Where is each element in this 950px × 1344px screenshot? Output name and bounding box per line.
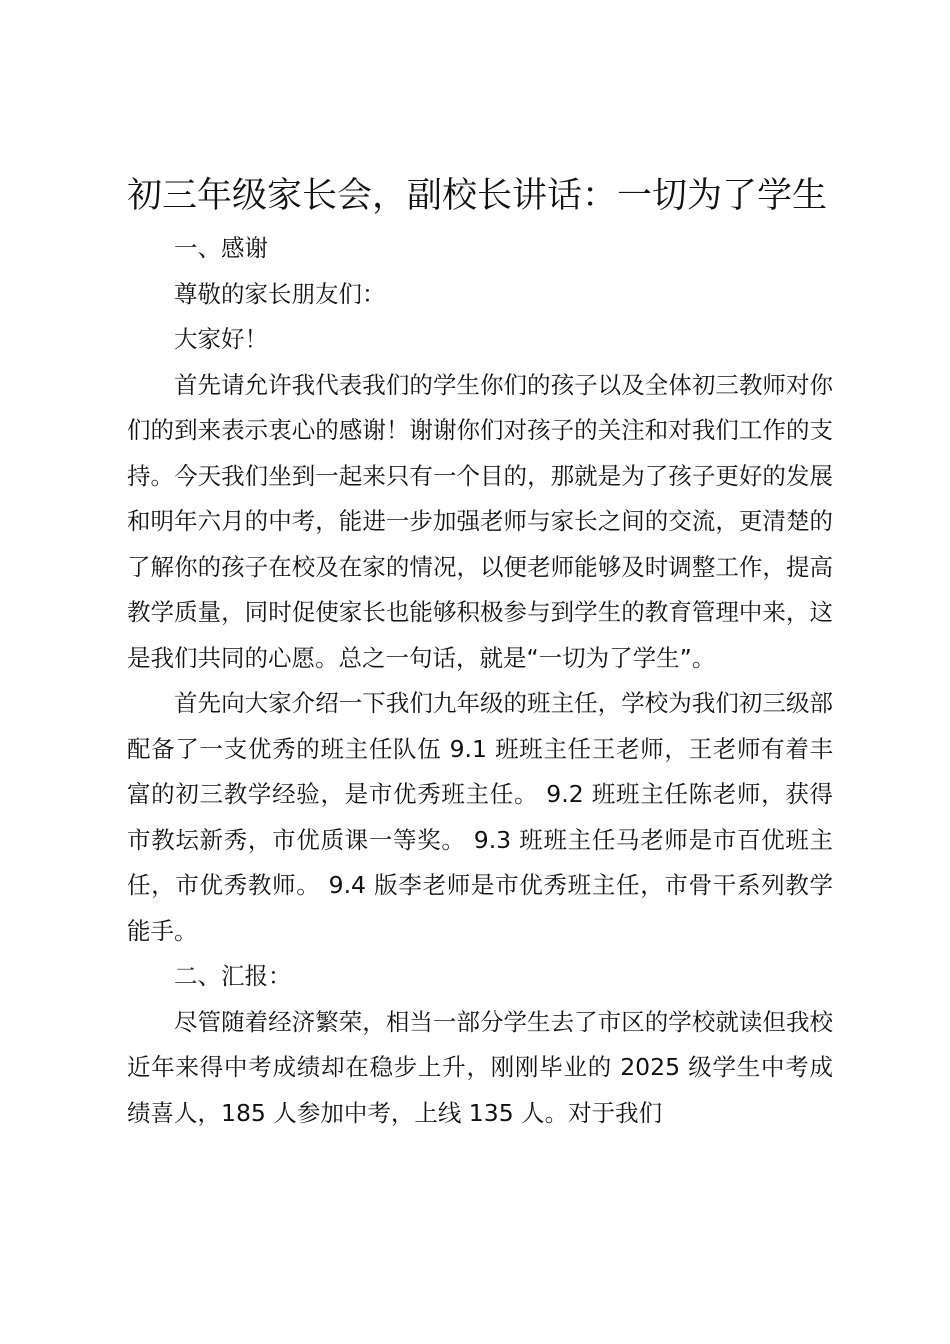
section-heading-report: 二、汇报： [174, 962, 292, 990]
section-heading-thanks: 一、感谢 [174, 234, 268, 262]
paragraph-thanks: 首先请允许我代表我们的学生你们的孩子以及全体初三教师对你们的到来表示衷心的感谢！谢谢你们对孩子的关注和对我们工作的支持。今天我们坐到一起来只有一个目的，那就是为了孩子更好的发展和明年六月的中考，能进一步加强老师与家长之间的交流，更清楚的了解你的孩子在校及在家的情况，以便老师能够及时调整工作，提高教学质量，同时促使家长也能够积极参与到学生的教育管理中来，这是我们共同的心愿。总之一句话，就是“一切为了学生”。 [127, 370, 833, 672]
document-body [127, 226, 833, 1136]
paragraph-head-teachers: 首先向大家介绍一下我们九年级的班主任，学校为我们初三级部配备了一支优秀的班主任队伍 9.1 班班主任王老师，王老师有着丰富的初三教学经验，是市优秀班主任。 9.2 班班主任陈老师，获得市教坛新秀，市优质课一等奖。 9.3 班班主任马老师是市百优班主任，市优秀教师。 9.4 版李老师是市优秀班主任，市骨干系列教学能手。 [127, 689, 833, 945]
greeting: 大家好！ [174, 325, 268, 353]
paragraph-report: 尽管随着经济繁荣，相当一部分学生去了市区的学校就读但我校近年来得中考成绩却在稳步上升，刚刚毕业的 2025 级学生中考成绩喜人，185 人参加中考，上线 135 人。对于我们 [127, 1007, 833, 1127]
salutation: 尊敬的家长朋友们： [174, 279, 386, 308]
document-title: 初三年级家长会，副校长讲话：一切为了学生 [127, 176, 828, 216]
